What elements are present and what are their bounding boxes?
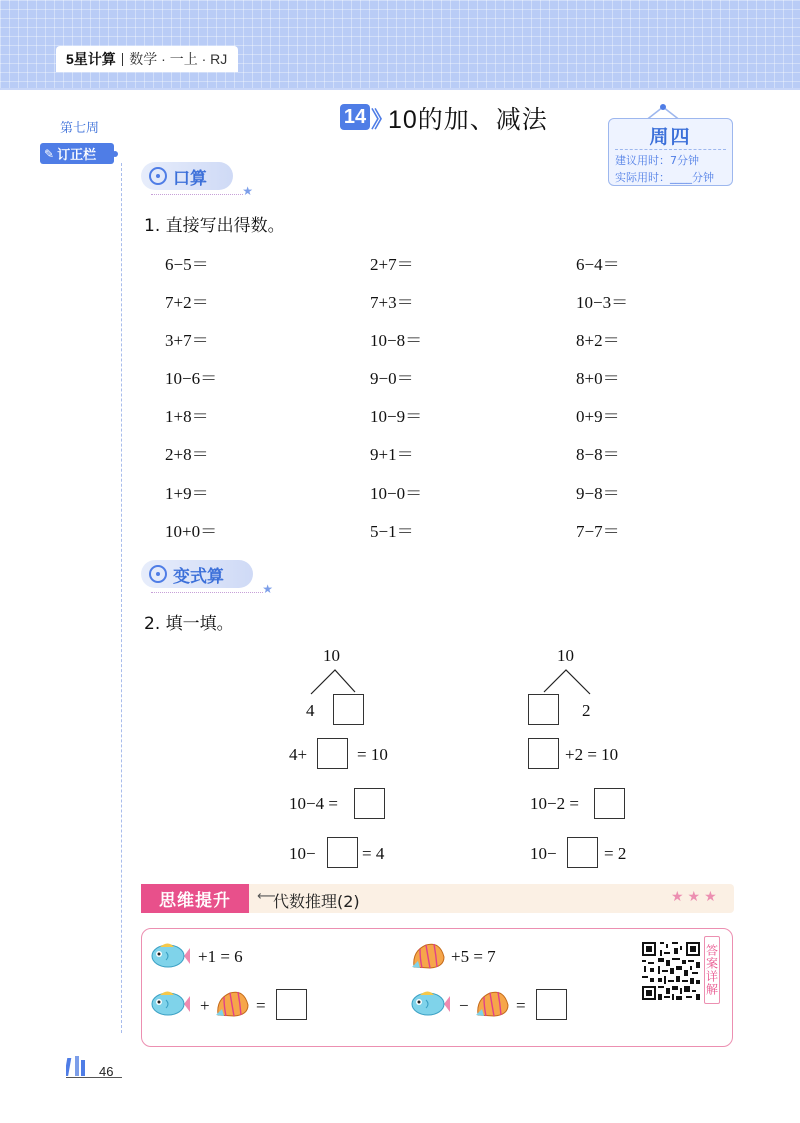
equation: 8−8＝ — [576, 445, 620, 464]
plus-sign: + — [200, 996, 210, 1015]
equation: 10−8＝ — [370, 331, 423, 350]
lesson-title: 10的加、减法 — [388, 106, 548, 134]
equation-part: 10− — [289, 844, 316, 863]
equation: 7−7＝ — [576, 522, 620, 541]
equation: 1+9＝ — [165, 484, 209, 503]
equation: 7+2＝ — [165, 293, 209, 312]
answer-box[interactable] — [354, 788, 385, 819]
equation: 6−5＝ — [165, 255, 209, 274]
equation: 9−8＝ — [576, 484, 620, 503]
correction-tab — [40, 143, 114, 164]
thinking-subtitle: 代数推理(2) — [273, 892, 360, 911]
equation: 2+7＝ — [370, 255, 414, 274]
equation-part: 10−2 = — [530, 794, 579, 813]
equation: 10−6＝ — [165, 369, 218, 388]
fish-icon — [410, 990, 450, 1018]
puzzle-equation: +1 = 6 — [198, 947, 243, 966]
tab-dot — [112, 151, 118, 157]
shell-icon — [474, 989, 510, 1019]
answer-explanation-label: 答案详解 — [704, 936, 720, 1004]
fish-icon — [150, 942, 190, 970]
target-icon — [149, 565, 167, 583]
equation: 7+3＝ — [370, 293, 414, 312]
chevron-right-icon: 》 — [371, 108, 394, 133]
equation: 10−0＝ — [370, 484, 423, 503]
suggested-time: 建议用时：7分钟 — [615, 154, 699, 167]
subject-label: 数学 · 一上 · RJ — [129, 51, 228, 67]
equals-sign: = — [516, 996, 526, 1015]
stopwatch-icon — [149, 167, 167, 185]
section-pill-variant — [141, 560, 273, 596]
equation-part: 10−4 = — [289, 794, 338, 813]
equation: 10+0＝ — [165, 522, 218, 541]
answer-box[interactable] — [536, 989, 567, 1020]
question-2-title: 2. 填一填。 — [144, 614, 234, 634]
equation: 9+1＝ — [370, 445, 414, 464]
header-band — [0, 0, 800, 88]
bond-part-number: 2 — [582, 701, 591, 720]
fish-icon — [150, 990, 190, 1018]
shell-icon — [214, 989, 250, 1019]
section-pill-oral — [141, 162, 253, 198]
star-icon: ★ — [242, 184, 253, 198]
bond-lines — [538, 668, 598, 696]
equation: 1+8＝ — [165, 407, 209, 426]
equation-part: = 4 — [362, 844, 385, 863]
equation: 9−0＝ — [370, 369, 414, 388]
thinking-tag: 思维提升 — [141, 884, 249, 913]
answer-box[interactable] — [333, 694, 364, 725]
equation: 10−3＝ — [576, 293, 629, 312]
day-card-divider — [615, 149, 726, 150]
equation-part: 10− — [530, 844, 557, 863]
answer-box[interactable] — [567, 837, 598, 868]
equation: 3+7＝ — [165, 331, 209, 350]
question-1-title: 1. 直接写出得数。 — [144, 216, 285, 236]
answer-box[interactable] — [327, 837, 358, 868]
day-name: 周四 — [649, 126, 692, 148]
shell-icon — [410, 941, 446, 971]
bond-lines — [305, 668, 365, 696]
header-rule — [0, 88, 800, 90]
brand-divider — [122, 53, 124, 66]
brand-tag — [56, 46, 238, 72]
difficulty-stars: ★★★ — [671, 889, 721, 905]
qr-code-icon[interactable] — [640, 940, 702, 1002]
pencil-icon: ✎ — [44, 146, 55, 161]
section-pill-label: 变式算 — [173, 566, 224, 587]
section-pill-label: 口算 — [173, 168, 207, 189]
wave-decoration — [151, 588, 263, 593]
footer-rule — [66, 1077, 122, 1078]
answer-box[interactable] — [594, 788, 625, 819]
arrow-left-icon: ⟵ — [257, 889, 276, 904]
lesson-number: 14 — [340, 104, 370, 130]
equation: 6−4＝ — [576, 255, 620, 274]
answer-box[interactable] — [528, 738, 559, 769]
wave-decoration — [151, 190, 243, 195]
equation: 10−9＝ — [370, 407, 423, 426]
equation: 2+8＝ — [165, 445, 209, 464]
equation: 8+2＝ — [576, 331, 620, 350]
page-number: 46 — [99, 1064, 114, 1079]
equation: 0+9＝ — [576, 407, 620, 426]
answer-box[interactable] — [276, 989, 307, 1020]
equals-sign: = — [256, 996, 266, 1015]
day-card — [608, 118, 733, 186]
margin-dashed-line — [121, 163, 122, 1033]
equation: 5−1＝ — [370, 522, 414, 541]
bond-part-number: 4 — [306, 701, 315, 720]
books-icon — [66, 1054, 96, 1076]
week-label: 第七周 — [60, 121, 100, 136]
bond-top-number: 10 — [323, 646, 340, 665]
answer-box[interactable] — [317, 738, 348, 769]
equation-part: = 2 — [604, 844, 627, 863]
puzzle-equation: +5 = 7 — [451, 947, 496, 966]
equation-part: = 10 — [357, 745, 388, 764]
correction-tab-label: 订正栏 — [57, 148, 97, 163]
bond-top-number: 10 — [557, 646, 574, 665]
brand-name: 5星计算 — [66, 51, 116, 67]
equation-part: 4+ — [289, 745, 308, 764]
minus-sign: − — [459, 996, 469, 1015]
actual-time: 实际用时：____分钟 — [615, 171, 714, 184]
answer-box[interactable] — [528, 694, 559, 725]
star-icon: ★ — [262, 582, 273, 596]
equation: 8+0＝ — [576, 369, 620, 388]
equation-part: +2 = 10 — [565, 745, 619, 764]
